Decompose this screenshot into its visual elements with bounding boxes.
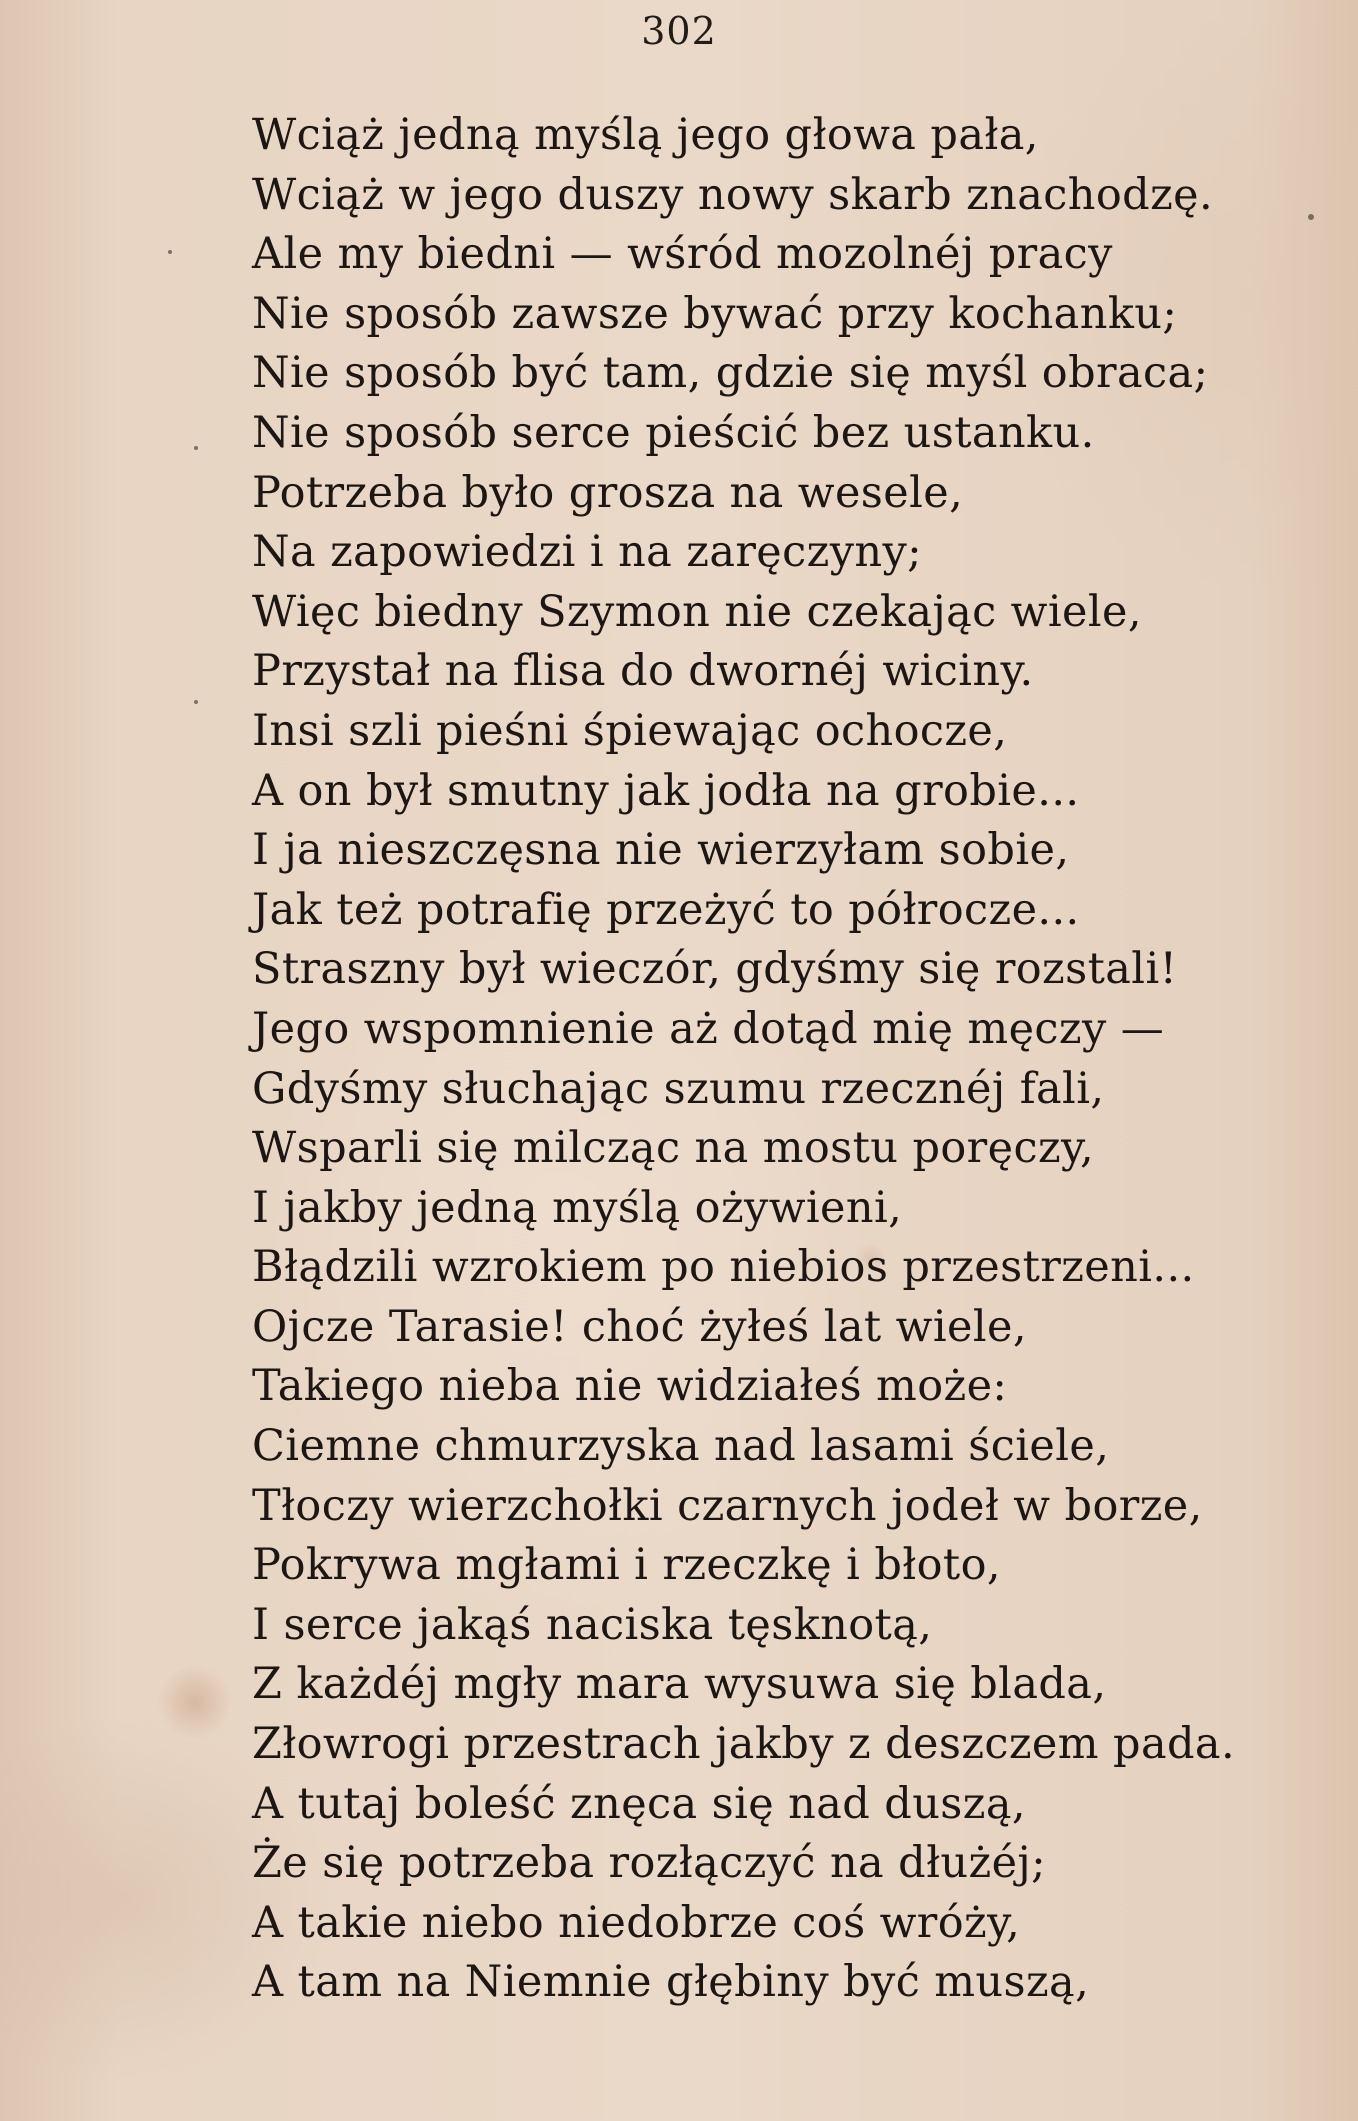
ink-speck [194, 700, 198, 704]
poem-line: Ale my biedni — wśród mozolnéj pracy [252, 229, 1113, 280]
poem-line: Tłoczy wierzchołki czarnych jodeł w borze, [252, 1480, 1203, 1531]
poem-line: Wciąż w jego duszy nowy skarb znachodzę. [252, 169, 1214, 220]
poem-line: A takie niebo niedobrze coś wróży, [252, 1897, 1021, 1948]
poem-line: Na zapowiedzi i na zaręczyny; [252, 527, 923, 578]
poem-line: I ja nieszczęsna nie wierzyłam sobie, [252, 825, 1070, 876]
poem-line: Nie sposób zawsze bywać przy kochanku; [252, 288, 1178, 339]
poem-line: Takiego nieba nie widziałeś może: [252, 1361, 1008, 1412]
poem-line: A tam na Niemnie głębiny być muszą, [252, 1957, 1090, 2008]
poem-line: Insi szli pieśni śpiewając ochocze, [252, 705, 1008, 756]
poem-line: Potrzeba było grosza na wesele, [252, 467, 964, 518]
ink-speck [168, 250, 172, 254]
poem-line: Złowrogi przestrach jakby z deszczem pada. [252, 1719, 1236, 1770]
poem-line: A tutaj boleść znęca się nad duszą, [252, 1778, 1026, 1829]
poem-line: Więc biedny Szymon nie czekając wiele, [252, 586, 1142, 637]
poem-line: Nie sposób serce pieścić bez ustanku. [252, 407, 1095, 458]
poem-line: Przystał na flisa do dwornéj wiciny. [252, 646, 1034, 697]
poem-line: Wsparli się milcząc na mostu poręczy, [252, 1123, 1095, 1174]
poem-line: Ciemne chmurzyska nad lasami ściele, [252, 1421, 1110, 1472]
poem-text [252, 106, 1312, 2013]
poem-line: Nie sposób być tam, gdzie się myśl obraca; [252, 348, 1209, 399]
poem-line: Pokrywa mgłami i rzeczkę i błoto, [252, 1540, 1001, 1591]
poem-line: Wciąż jedną myślą jego głowa pała, [252, 110, 1039, 160]
ink-speck [194, 446, 198, 450]
poem-line: I jakby jedną myślą ożywieni, [252, 1182, 903, 1233]
poem-line: Gdyśmy słuchając szumu rzecznéj fali, [252, 1063, 1105, 1114]
ink-speck [1308, 214, 1314, 220]
poem-line: Błądzili wzrokiem po niebios przestrzeni... [252, 1242, 1195, 1293]
page-number: 302 [641, 9, 717, 53]
poem-line: Z każdéj mgły mara wysuwa się blada, [252, 1659, 1107, 1710]
poem-line: Jego wspomnienie aż dotąd mię męczy — [252, 1003, 1165, 1054]
poem-line: A on był smutny jak jodła na grobie... [252, 765, 1080, 816]
poem-line: Że się potrzeba rozłączyć na dłużéj; [252, 1838, 1047, 1889]
poem-line: Straszny był wieczór, gdyśmy się rozstali! [252, 944, 1178, 995]
poem-line: I serce jakąś naciska tęsknotą, [252, 1599, 933, 1650]
poem-line: Ojcze Tarasie! choć żyłeś lat wiele, [252, 1301, 1027, 1352]
poem-line: Jak też potrafię przeżyć to półrocze... [252, 884, 1080, 935]
